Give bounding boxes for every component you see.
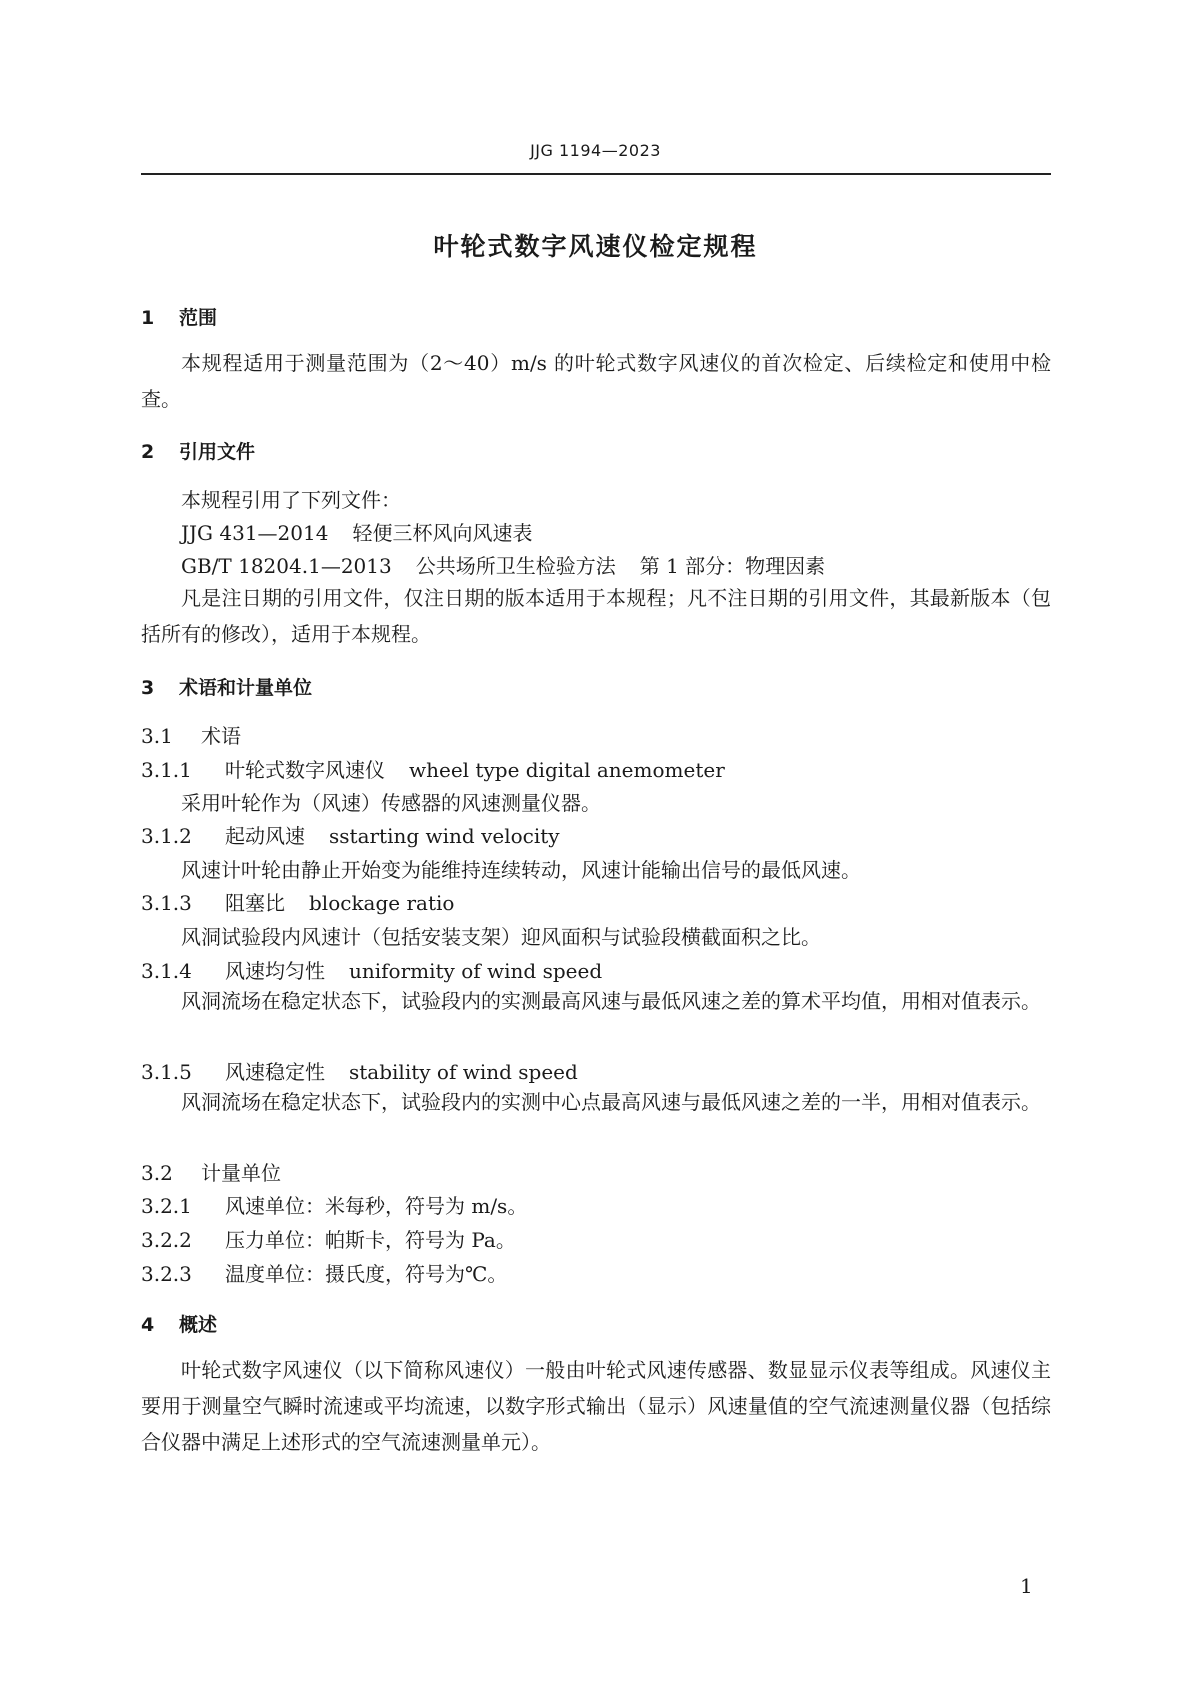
section-heading-1: 1 范围: [141, 307, 218, 329]
page-title: 叶轮式数字风速仪检定规程: [433, 232, 758, 261]
term-3-1-2-definition: 风速计叶轮由静止开始变为能维持连续转动，风速计能输出信号的最低风速。: [181, 858, 861, 882]
unit-3-2-3: 3.2.3 温度单位：摄氏度，符号为℃。: [141, 1262, 508, 1286]
term-3-1-1-definition: 采用叶轮作为（风速）传感器的风速测量仪器。: [181, 791, 601, 815]
section-heading-4: 4 概述: [141, 1314, 218, 1336]
subsection-3-1: 3.1 术语: [141, 724, 241, 748]
references-note: 凡是注日期的引用文件，仅注日期的版本适用于本规程；凡不注日期的引用文件，其最新版本（包括所有的修改），适用于本规程。: [141, 586, 1051, 646]
term-3-1-3: 3.1.3 阻塞比 blockage ratio: [141, 891, 455, 915]
unit-3-2-1: 3.2.1 风速单位：米每秒，符号为 m/s。: [141, 1194, 528, 1218]
references-intro: 本规程引用了下列文件：: [181, 488, 401, 512]
section-1-body: 本规程适用于测量范围为（2～40）m/s 的叶轮式数字风速仪的首次检定、后续检定和使用中检查。: [141, 351, 1051, 411]
term-3-1-5: 3.1.5 风速稳定性 stability of wind speed: [141, 1060, 578, 1084]
section-heading-3: 3 术语和计量单位: [141, 677, 313, 699]
term-3-1-4: 3.1.4 风速均匀性 uniformity of wind speed: [141, 959, 603, 983]
reference-1: JJG 431—2014 轻便三杯风向风速表: [181, 521, 533, 545]
reference-2: GB/T 18204.1—2013 公共场所卫生检验方法 第 1 部分：物理因素: [181, 554, 826, 578]
term-3-1-4-definition: 风洞流场在稳定状态下，试验段内的实测最高风速与最低风速之差的算术平均值，用相对值表示。: [181, 989, 1041, 1013]
term-3-1-5-definition: 风洞流场在稳定状态下，试验段内的实测中心点最高风速与最低风速之差的一半，用相对值表示。: [181, 1090, 1041, 1114]
section-4-body: 叶轮式数字风速仪（以下简称风速仪）一般由叶轮式风速传感器、数显显示仪表等组成。风速仪主要用于测量空气瞬时流速或平均流速，以数字形式输出（显示）风速量值的空气流速测量仪器（包括综合仪器中满足上述形式的空气流速测量单元）。: [141, 1358, 1051, 1454]
term-3-1-2: 3.1.2 起动风速 sstarting wind velocity: [141, 824, 560, 848]
page-number: 1: [1020, 1574, 1033, 1598]
standard-code-header: JJG 1194—2023: [530, 141, 661, 160]
subsection-3-2: 3.2 计量单位: [141, 1161, 281, 1185]
section-heading-2: 2 引用文件: [141, 441, 256, 463]
header-rule: [141, 173, 1051, 175]
term-3-1-3-definition: 风洞试验段内风速计（包括安装支架）迎风面积与试验段横截面积之比。: [181, 925, 821, 949]
unit-3-2-2: 3.2.2 压力单位：帕斯卡，符号为 Pa。: [141, 1228, 516, 1252]
term-3-1-1: 3.1.1 叶轮式数字风速仪 wheel type digital anemometer: [141, 758, 725, 782]
